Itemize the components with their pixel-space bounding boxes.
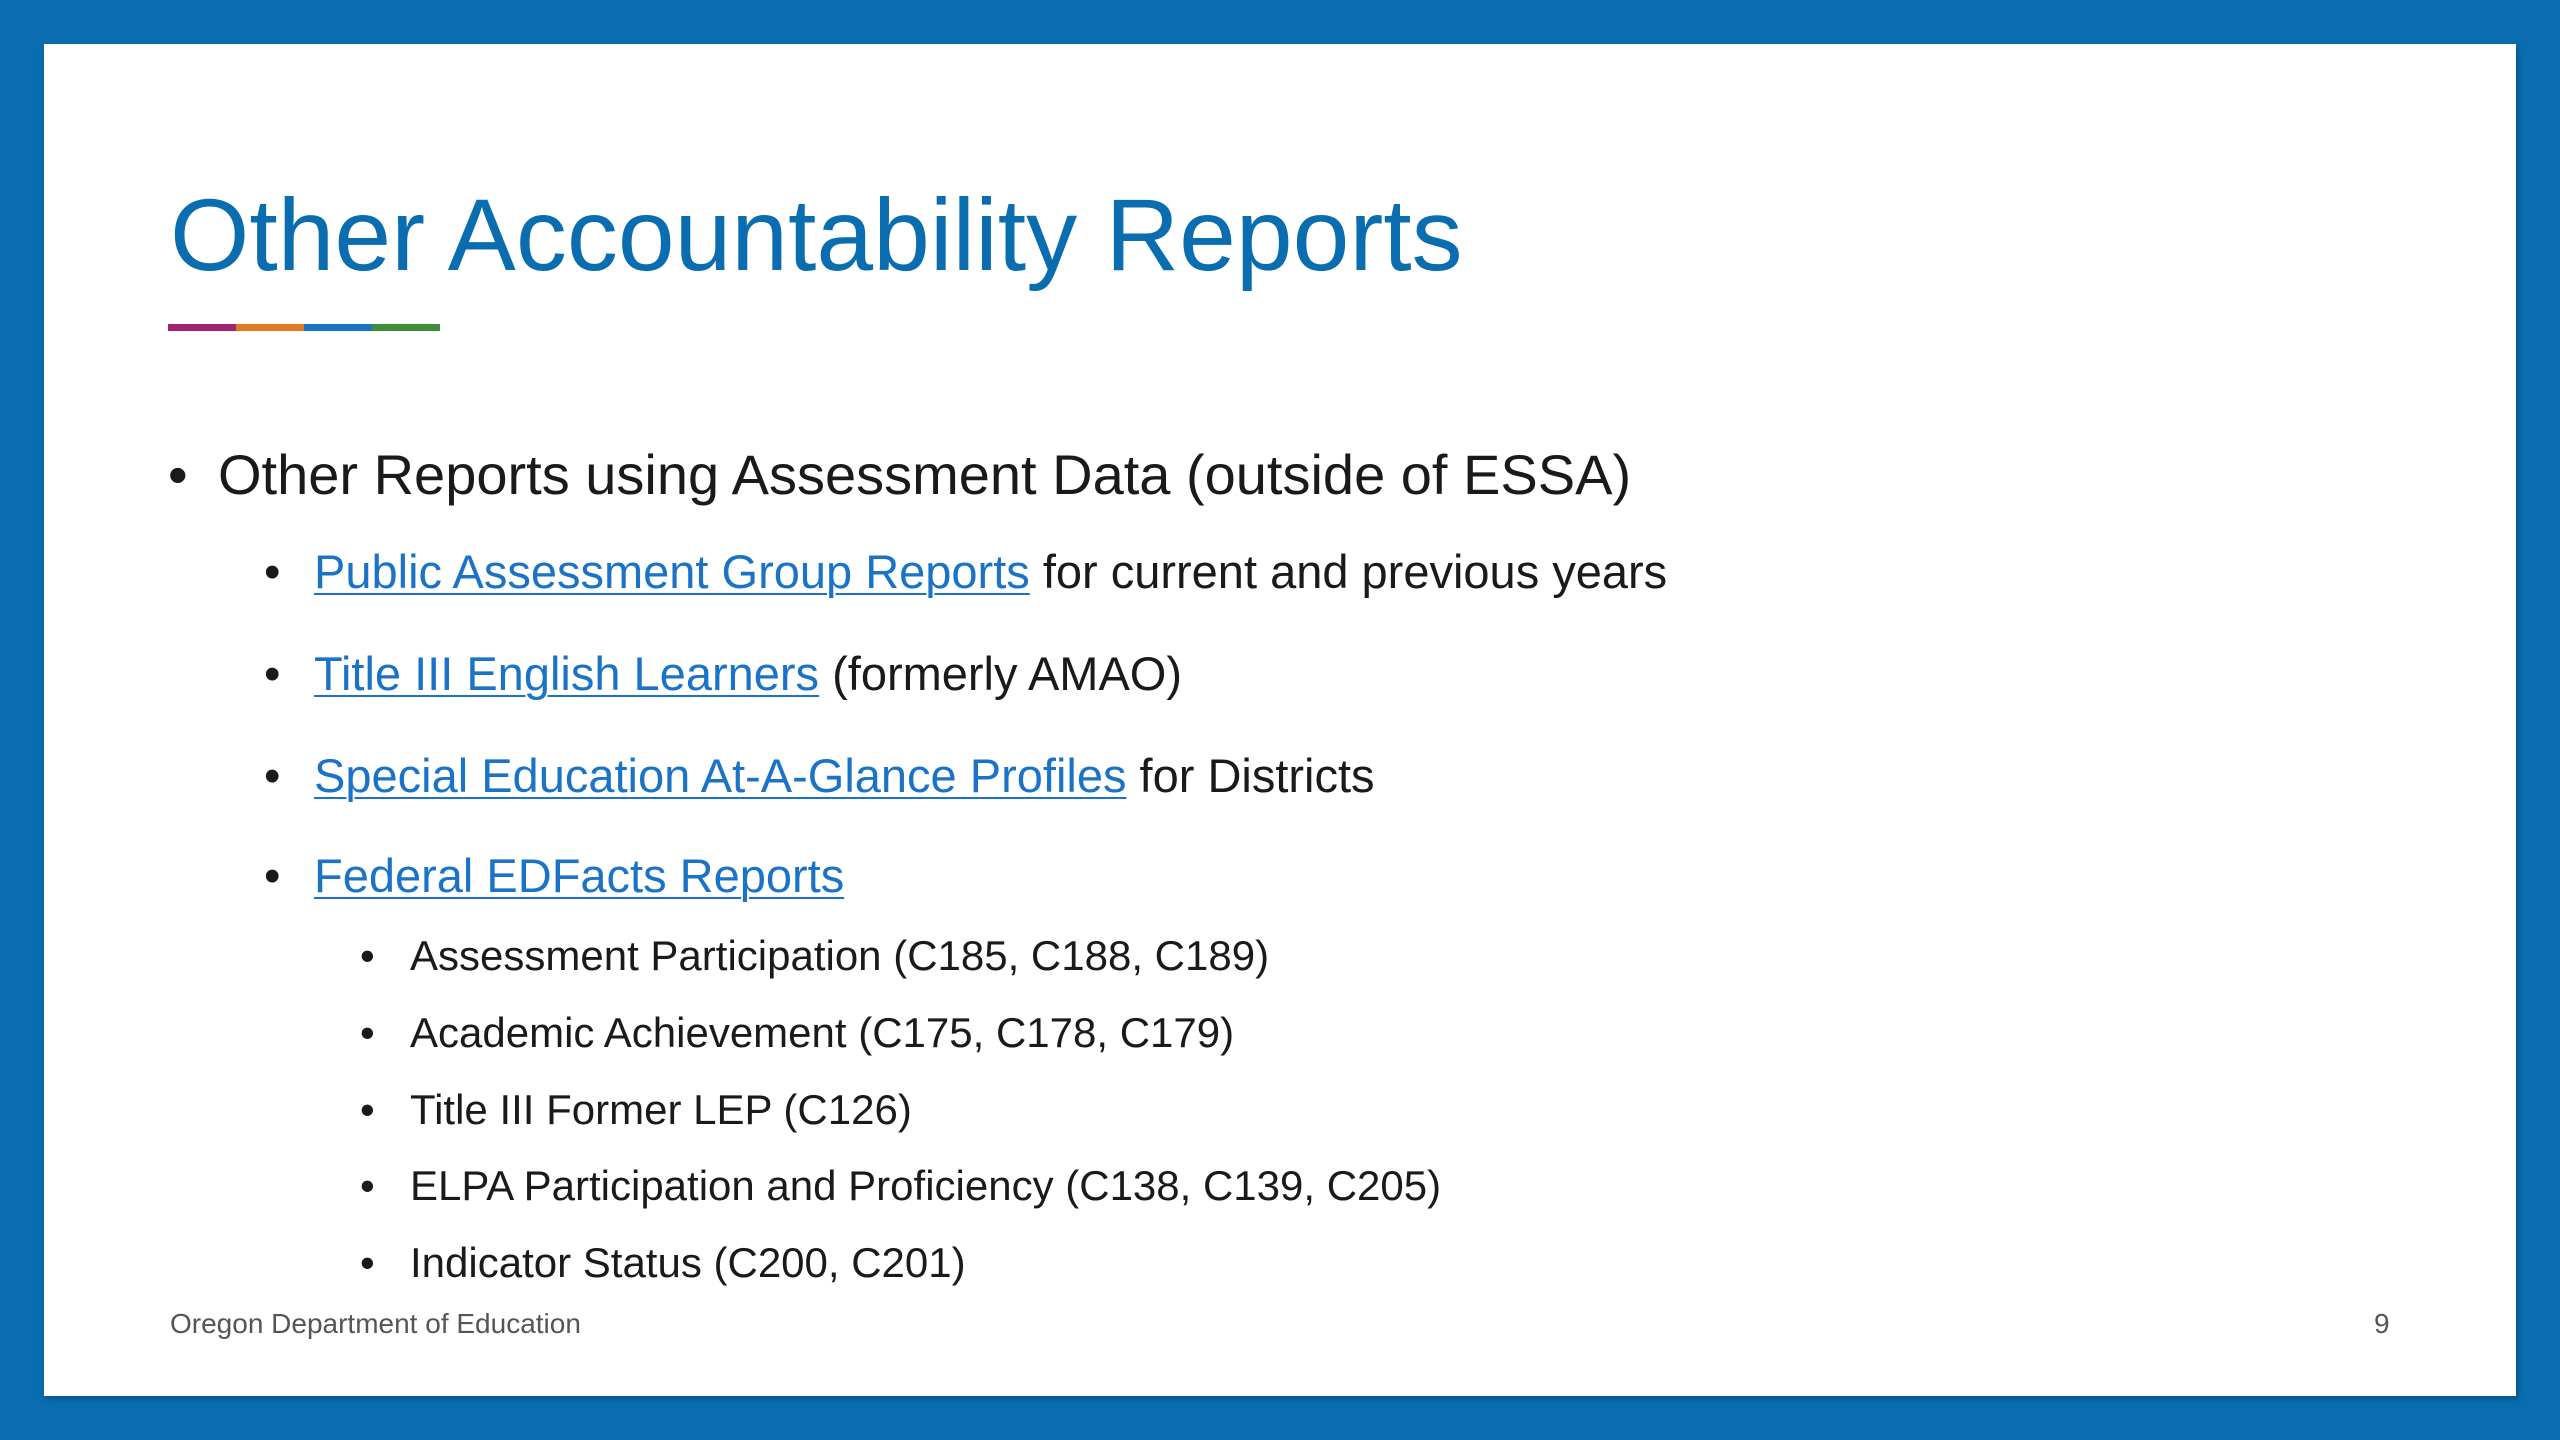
edfacts-item: ELPA Participation and Proficiency (C138, C139, C205) (410, 1162, 1442, 1209)
list-item (314, 646, 1182, 701)
accent-segment-blue (304, 324, 372, 331)
bullet-dot: • (360, 1086, 375, 1133)
edfacts-item: Assessment Participation (C185, C188, C189) (410, 932, 1270, 979)
slide (44, 44, 2516, 1396)
list-item (314, 748, 1375, 803)
bullet-dot: • (264, 545, 281, 598)
list-item-text: (formerly AMAO) (819, 647, 1183, 700)
edfacts-item: Academic Achievement (C175, C178, C179) (410, 1009, 1235, 1056)
accent-segment-green (372, 324, 440, 331)
slide-number: 9 (2374, 1308, 2390, 1339)
bullet-dot: • (360, 1009, 375, 1056)
edfacts-item: Title III Former LEP (C126) (410, 1086, 912, 1133)
bullet-dot: • (360, 932, 375, 979)
footer-organization: Oregon Department of Education (170, 1308, 581, 1339)
accent-segment-magenta (168, 324, 236, 331)
public-assessment-group-reports-link[interactable]: Public Assessment Group Reports (314, 545, 1030, 598)
special-education-profiles-link[interactable]: Special Education At-A-Glance Profiles (314, 749, 1127, 802)
bullet-dot: • (360, 1239, 375, 1286)
list-item (314, 848, 844, 903)
bullet-dot: • (360, 1162, 375, 1209)
federal-edfacts-reports-link[interactable]: Federal EDFacts Reports (314, 849, 845, 902)
list-item-text: for current and previous years (1029, 545, 1668, 598)
accent-segment-orange (236, 324, 304, 331)
list-item-text: for Districts (1126, 749, 1375, 802)
slide-title: Other Accountability Reports (170, 178, 1463, 292)
list-item (314, 544, 1667, 599)
edfacts-item: Indicator Status (C200, C201) (410, 1239, 966, 1286)
bullet-dot: • (264, 647, 281, 700)
bullet-dot: • (264, 849, 281, 902)
bullet-dot: • (264, 749, 281, 802)
title-accent-bar (168, 324, 440, 331)
bullet-dot: • (168, 443, 188, 506)
main-bullet-text: Other Reports using Assessment Data (outside of ESSA) (218, 443, 1632, 506)
title-iii-english-learners-link[interactable]: Title III English Learners (314, 647, 820, 700)
